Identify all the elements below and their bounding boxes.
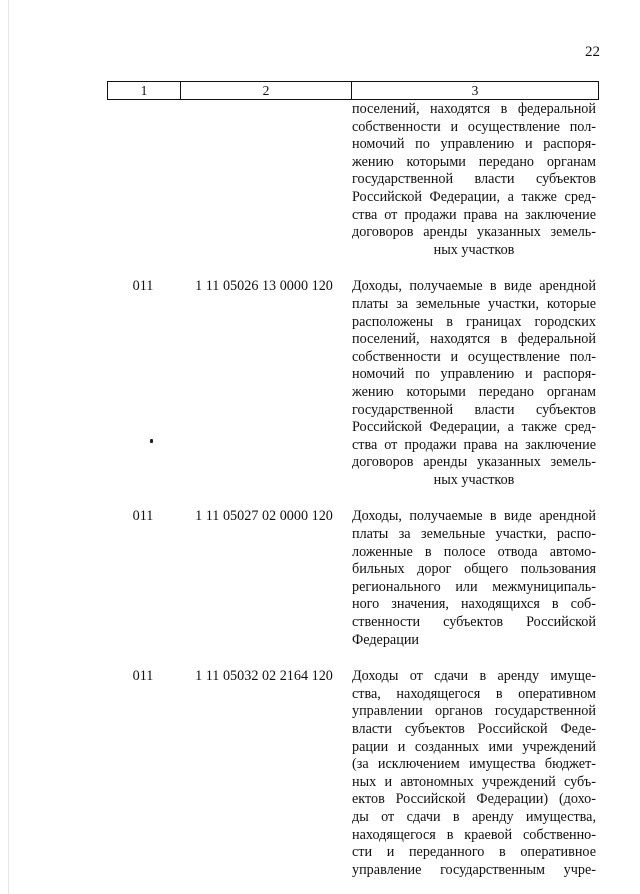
description-line: собственности и осуществление пол- [352,118,596,135]
description-line: сти и переданного в оперативное [352,844,596,861]
description-line: жению которыми передано органам [352,153,596,170]
description-line: жению которыми передано органам [352,383,596,400]
table-row [107,508,599,649]
description-line: Российской Федерации, а также сред- [352,419,596,436]
header-col-3: 3 [352,82,599,100]
table-row [107,278,599,489]
description-line: (за исключением имущества бюджет- [352,756,596,773]
description-line: ства, находящегося в оперативном [352,685,596,702]
description-line: ды от сдачи в аренду имущества, [352,808,596,825]
description-line: ных участков [433,471,515,488]
description-line: ства от продажи права на заключение [352,436,596,453]
description-line: власти субъектов Российской Феде- [352,721,596,737]
description-cell [352,508,596,649]
revenue-code-cell: 1 11 05026 13 0000 120 [195,278,333,295]
admin-code-cell: 011 [132,278,154,295]
description-line: платы за земельные участки, распо- [352,526,596,543]
description-line: регионального или межмуниципаль- [352,578,596,595]
admin-code-cell [107,101,179,259]
description-line: государственной власти субъектов [352,401,596,418]
description-cell [352,101,596,259]
description-line: ложенные в полосе отвода автомо- [352,543,596,560]
description-line: ного значения, находящихся в соб- [352,596,596,613]
table-body [107,101,599,879]
description-line: Доходы от сдачи в аренду имуще- [352,668,596,685]
description-line: управлении органов государственной [352,703,596,720]
description-line: ектов Российской Федерации) (дохо- [352,791,596,808]
description-line: поселений, находятся в федеральной [352,331,596,348]
description-line: Федерации [352,631,420,648]
description-line: расположены в границах городских [352,313,596,330]
table-row-continuation [107,101,599,259]
description-line: ных участков [433,241,515,258]
header-col-1: 1 [108,82,181,100]
description-line: управление государственным учре- [352,861,596,878]
description-line: платы за земельные участки, которые [352,295,596,312]
description-line: собственности и осуществление пол- [352,348,596,365]
description-line: находящегося в краевой собственно- [352,826,596,843]
description-line: ных и автономных учреждений субъ- [352,773,596,790]
description-line: Российской Федерации, а также сред- [352,188,596,205]
description-line: Доходы, получаемые в виде арендной [352,508,596,525]
description-line: государственной власти субъектов [352,171,596,188]
header-col-2: 2 [181,82,352,100]
stray-dot-mark [150,439,153,443]
description-cell [352,278,596,489]
description-line: договоров аренды указанных земель- [352,454,596,471]
revenue-code-cell [179,101,349,259]
admin-code-cell: 011 [132,668,154,685]
description-line: ственности субъектов Российской [352,614,596,631]
page-edge-line [8,0,9,894]
description-line: договоров аренды указанных земель- [352,224,596,241]
description-cell [352,668,596,879]
description-line: бильных дорог общего пользования [352,561,596,578]
table-header [107,81,599,100]
table-row [107,668,599,879]
description-line: Доходы, получаемые в виде арендной [352,278,596,295]
admin-code-cell: 011 [132,508,154,525]
description-line: рации и созданных ими учреждений [352,738,596,755]
description-line: номочий по управлению и распоря- [352,136,596,153]
description-line: поселений, находятся в федеральной [352,101,596,117]
description-line: номочий по управлению и распоря- [352,366,596,383]
revenue-code-cell: 1 11 05032 02 2164 120 [195,668,333,685]
description-line: ства от продажи права на заключение [352,206,596,223]
revenue-code-cell: 1 11 05027 02 0000 120 [195,508,333,525]
page-number: 22 [585,44,600,60]
